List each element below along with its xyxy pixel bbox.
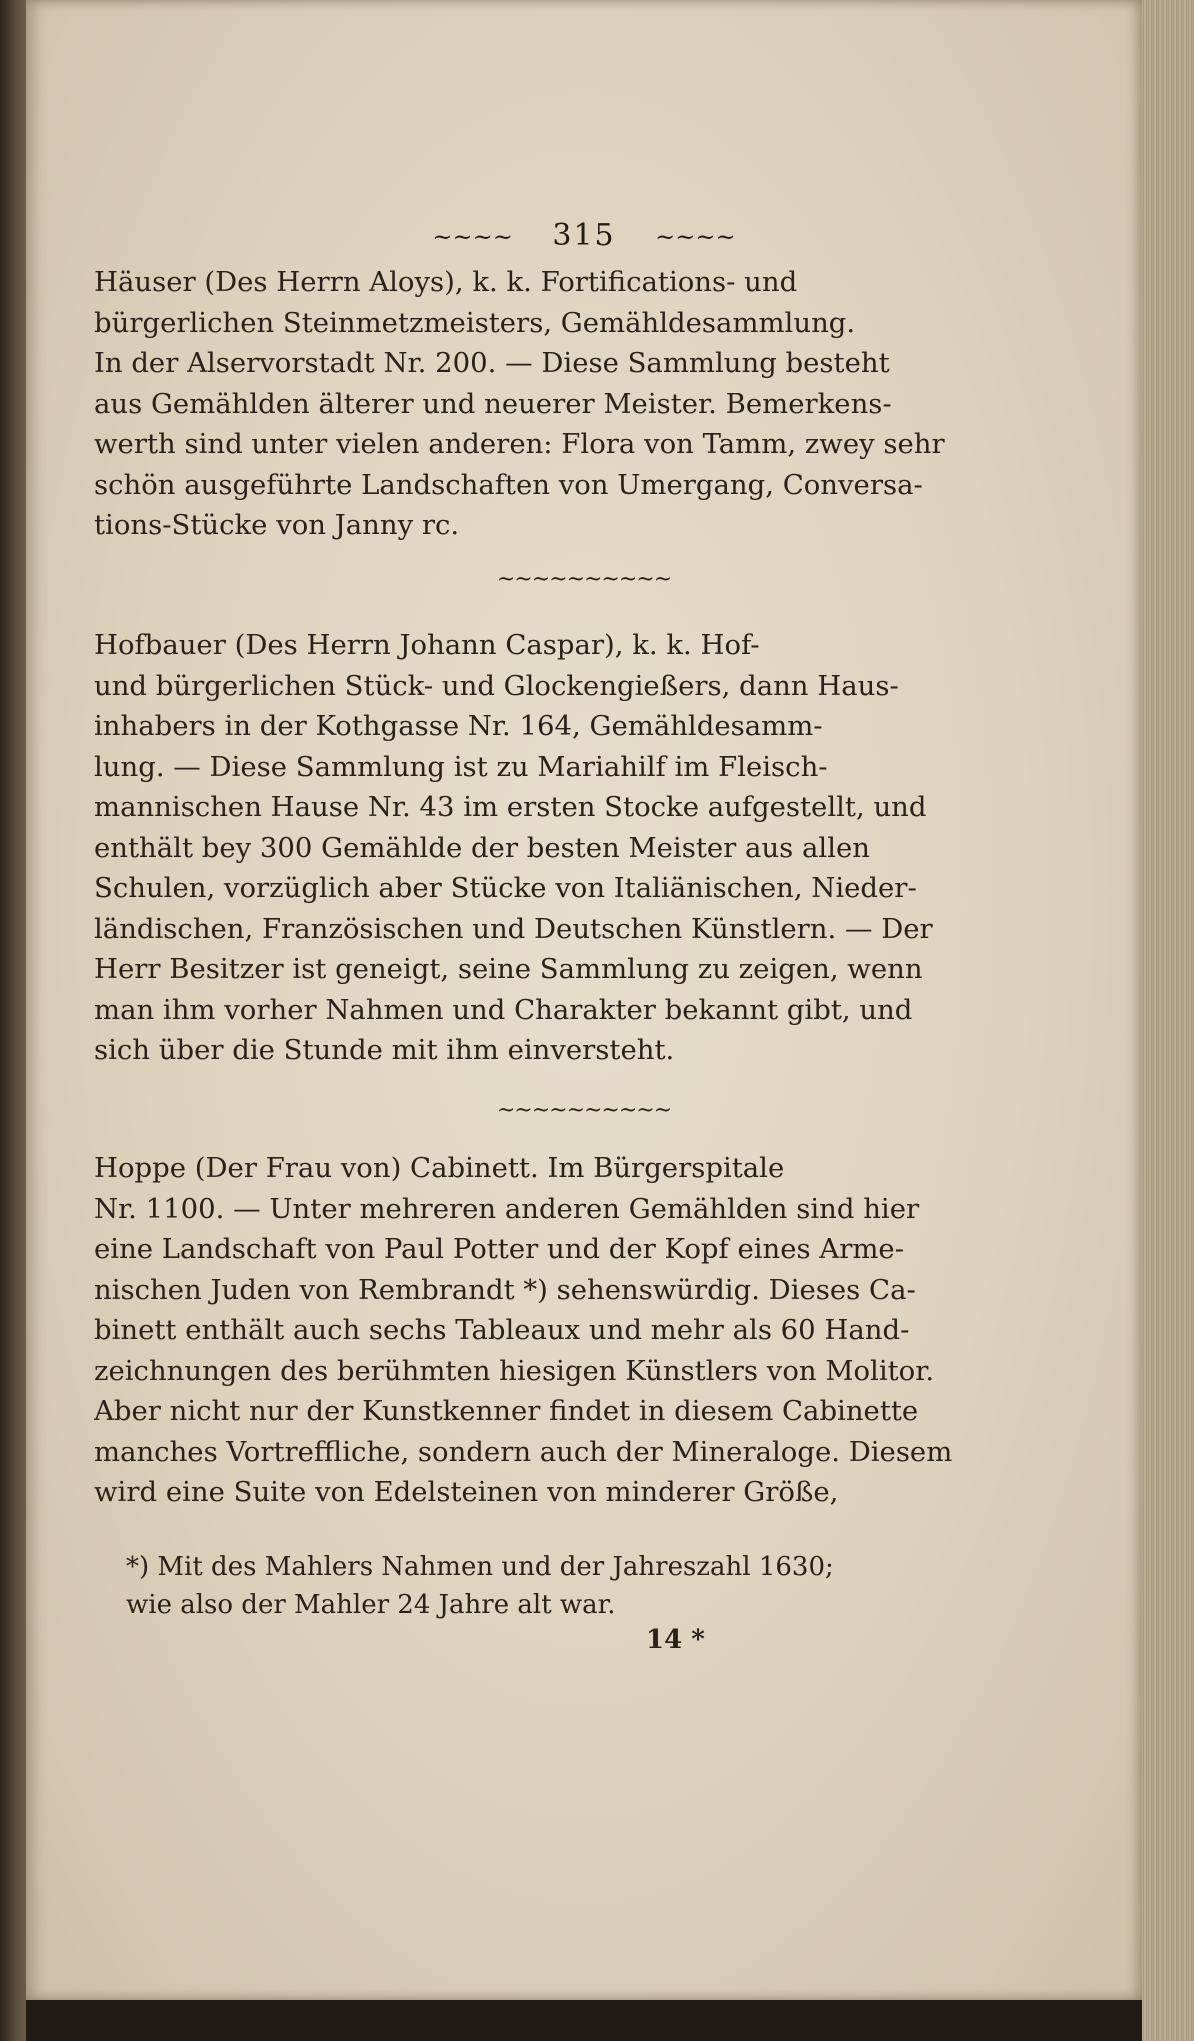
text-line: eine Landschaft von Paul Potter und der Kopf eines Arme- — [94, 1233, 905, 1265]
text-line: nischen Juden von Rembrandt *) sehenswürdig. Dieses Ca- — [94, 1273, 916, 1306]
text-line: lung. — Diese Sammlung ist zu Mariahilf im Fleisch- — [94, 750, 828, 783]
text-line: mannischen Hause Nr. 43 im ersten Stocke aufgestellt, und — [94, 791, 927, 823]
text-line: manches Vortreffliche, sondern auch der Mineraloge. Diesem — [94, 1435, 953, 1468]
text-line: Schulen, vorzüglich aber Stücke von Italiänischen, Nieder- — [94, 872, 917, 904]
header-ornament-right: ~~~~ — [655, 223, 736, 251]
scan-bottom-border — [26, 2000, 1142, 2041]
entry-hoppe — [94, 1148, 1054, 1513]
page-header — [26, 218, 1142, 253]
text-line: binett enthält auch sechs Tableaux und mehr als 60 Hand- — [94, 1314, 910, 1346]
text-line: bürgerlichen Steinmetzmeisters, Gemähldesammlung. — [94, 306, 856, 339]
text-line: und bürgerlichen Stück- und Glockengießers, dann Haus- — [94, 669, 899, 702]
text-line: Hofbauer (Des Herrn Johann Caspar), k. k. Hof- — [94, 629, 760, 661]
text-line: zeichnungen des berühmten hiesigen Künstlers von Molitor. — [94, 1354, 935, 1387]
entry-hofbauer — [94, 625, 1054, 1071]
text-line: In der Alservorstadt Nr. 200. — Diese Sammlung besteht — [94, 347, 890, 379]
footnote — [126, 1548, 926, 1624]
text-line: Herr Besitzer ist geneigt, seine Sammlung zu zeigen, wenn — [94, 953, 923, 985]
page-number: 315 — [552, 218, 616, 253]
text-line: Hoppe (Der Frau von) Cabinett. Im Bürgerspitale — [94, 1152, 785, 1184]
text-line: aus Gemählden älterer und neuerer Meister. Bemerkens- — [94, 387, 892, 420]
text-line: ländischen, Französischen und Deutschen Künstlern. — Der — [94, 912, 933, 945]
separator-ornament: ~~~~~~~~~~ — [496, 567, 672, 592]
signature-mark: 14 * — [646, 1625, 705, 1655]
header-ornament-left: ~~~~ — [432, 223, 513, 251]
text-line: sich über die Stunde mit ihm einversteht. — [94, 1034, 675, 1066]
text-line: inhabers in der Kothgasse Nr. 164, Gemähldesamm- — [94, 710, 823, 742]
text-line: man ihm vorher Nahmen und Charakter bekannt gibt, und — [94, 993, 913, 1026]
text-line: tions-Stücke von Janny rc. — [94, 509, 460, 541]
text-line: werth sind unter vielen anderen: Flora von Tamm, zwey sehr — [94, 428, 945, 460]
text-line: Häuser (Des Herrn Aloys), k. k. Fortifications- und — [94, 266, 798, 298]
footnote-line: *) Mit des Mahlers Nahmen und der Jahreszahl 1630; — [126, 1552, 834, 1582]
entry-hauser — [94, 262, 1054, 546]
text-line: wird eine Suite von Edelsteinen von minderer Größe, — [94, 1476, 839, 1508]
page-edges — [1142, 0, 1194, 2041]
text-line: Nr. 1100. — Unter mehreren anderen Gemählden sind hier — [94, 1192, 920, 1225]
text-line: schön ausgeführte Landschaften von Umergang, Conversa- — [94, 468, 923, 501]
footnote-line: wie also der Mahler 24 Jahre alt war. — [126, 1590, 616, 1620]
book-spine-edge — [0, 0, 26, 2041]
page — [26, 0, 1142, 2000]
text-line: Aber nicht nur der Kunstkenner findet in diesem Cabinette — [94, 1395, 919, 1427]
text-line: enthält bey 300 Gemählde der besten Meister aus allen — [94, 831, 870, 864]
separator-ornament: ~~~~~~~~~~ — [496, 1098, 672, 1123]
